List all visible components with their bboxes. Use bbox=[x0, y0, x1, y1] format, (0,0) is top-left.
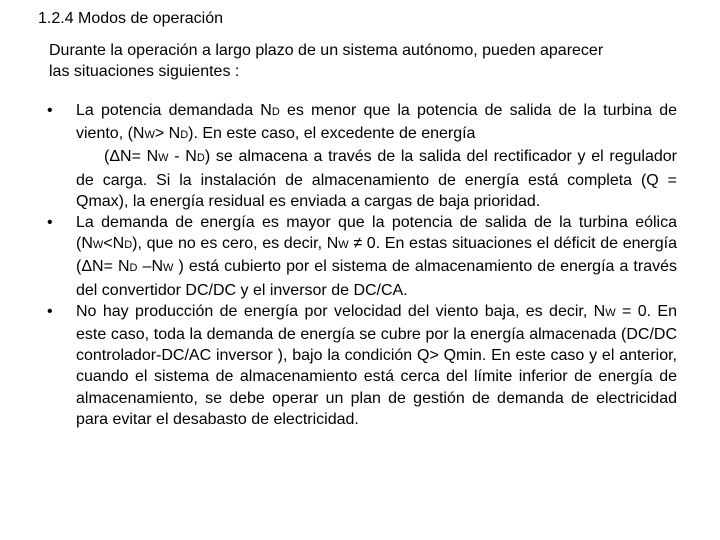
subscript: W bbox=[158, 152, 169, 165]
subscript: W bbox=[605, 306, 616, 319]
bullet-item-1 bbox=[0, 100, 720, 212]
bullet-marker: • bbox=[47, 214, 53, 232]
bullet-text-3 bbox=[76, 301, 677, 430]
bullet-list bbox=[0, 100, 720, 430]
subscript: D bbox=[196, 152, 205, 165]
text-run: ) se almacena a través de la salida del rectificador y el regulador de carga. Si la instalación de almacenamiento de energía está completa (Q = Qmax), la energía residual es enviada a cargas de baja prioridad. bbox=[76, 148, 677, 210]
subscript: D bbox=[129, 262, 138, 275]
text-run: ) está cubierto por el sistema de almacenamiento de energía a través del convertidor DC/DC y el inversor de DC/CA. bbox=[76, 258, 677, 299]
bullet-item-2 bbox=[0, 212, 720, 301]
bullet-item-3 bbox=[0, 301, 720, 430]
text-run: = 0. En este caso, toda la demanda de energía se cubre por la energía almacenada (DC/DC controlador-DC/AC inversor ), bajo la condición Q> Qmin. En este caso y el anterior, cuando el sistema de almacenamiento está cerca del límite inferior de energía de almacenamiento, se debe operar un plan de gestión de demanda de electricidad para evitar el desabasto de electricidad. bbox=[76, 302, 678, 428]
text-run: ). En este caso, el excedente de energía bbox=[188, 125, 476, 143]
intro-paragraph bbox=[49, 40, 689, 82]
subscript: W bbox=[338, 239, 349, 252]
text-run: es menor que la potencia de salida de la turbina de viento, (N bbox=[76, 102, 678, 143]
bullet-marker: • bbox=[47, 302, 53, 320]
text-run: –N bbox=[137, 258, 163, 276]
subscript: D bbox=[271, 106, 280, 118]
subscript: D bbox=[124, 239, 133, 252]
text-run: ), que no es cero, es decir, N bbox=[132, 235, 339, 253]
text-run: La demanda de energía es mayor que la potencia de salida de la turbina eólica (N bbox=[76, 214, 677, 253]
bullet-marker: • bbox=[47, 102, 53, 119]
text-run: - N bbox=[168, 148, 197, 166]
text-run: No hay producción de energía por velocidad del viento baja, es decir, N bbox=[76, 302, 606, 320]
text-run: (ΔN= N bbox=[104, 148, 159, 166]
text-run: ≠ 0. En estas situaciones el déficit de energía (ΔN= N bbox=[76, 235, 678, 276]
subscript: W bbox=[92, 239, 104, 252]
text-run: La potencia demandada N bbox=[76, 102, 272, 119]
section-title: 1.2.4 Modos de operación bbox=[38, 10, 224, 27]
bullet-text-2 bbox=[76, 212, 677, 301]
subscript: W bbox=[163, 262, 174, 275]
subscript: D bbox=[180, 129, 189, 142]
text-run: > N bbox=[154, 125, 181, 143]
bullet-text-1 bbox=[76, 100, 677, 212]
intro-line-2: las situaciones siguientes : bbox=[49, 63, 240, 80]
intro-line-1: Durante la operación a largo plazo de un sistema autónomo, pueden aparecer bbox=[49, 42, 604, 59]
text-run: <N bbox=[103, 235, 125, 253]
subscript: W bbox=[144, 129, 155, 142]
